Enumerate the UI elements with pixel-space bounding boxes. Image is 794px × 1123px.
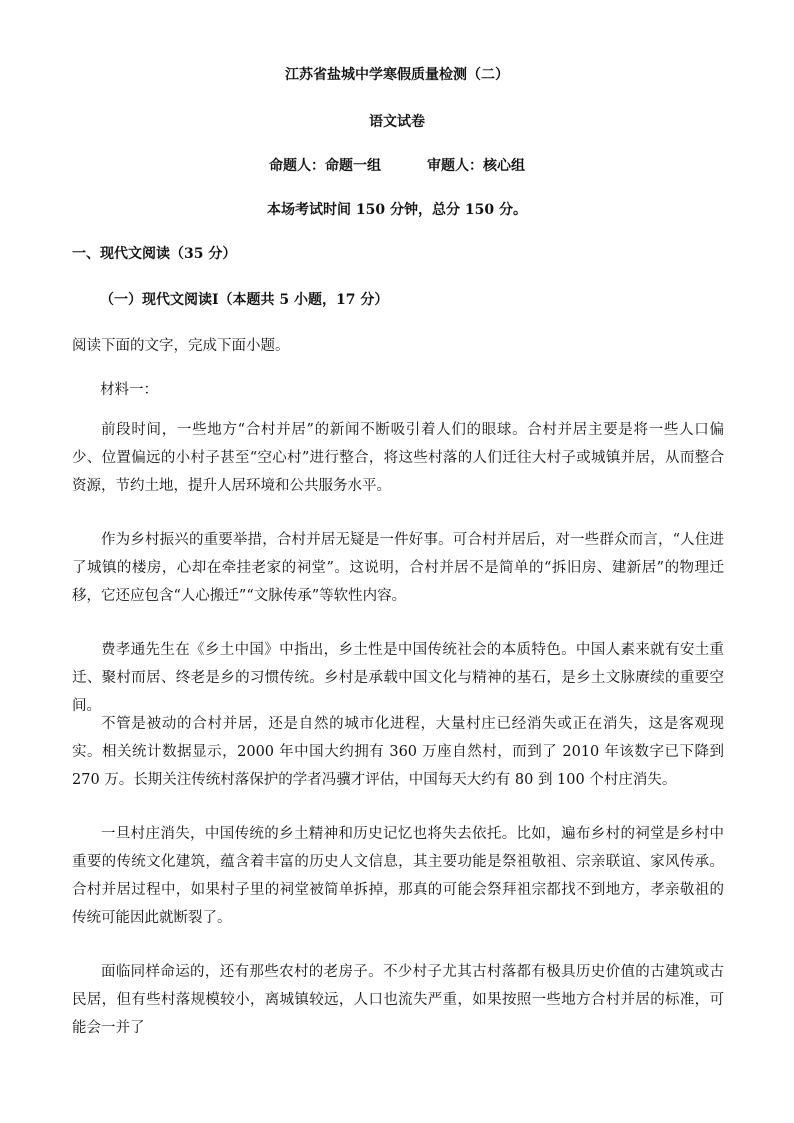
paragraph: 作为乡村振兴的重要举措，合村并居无疑是一件好事。可合村并居后，对一些群众而言，“人住进了城镇的楼房，心却在牵挂老家的祠堂”。这说明，合村并居不是简单的“拆旧房、建新居”的物理迁移，它还应包含“人心搬迁”“文脉传承”等软性内容。 (72, 532, 724, 604)
author-label: 命题人：命题一组 (269, 158, 381, 174)
exam-title: 江苏省盐城中学寒假质量检测（二） (285, 67, 509, 83)
paragraph: 面临同样命运的，还有那些农村的老房子。不少村子尤其古村落都有极具历史价值的古建筑或古民居，但有些村落规模较小，离城镇较远，人口也流失严重，如果按照一些地方合村并居的标准，可能会一并了 (72, 964, 724, 1036)
subject-title: 语文试卷 (369, 114, 425, 130)
instruction-text: 阅读下面的文字，完成下面小题。 (72, 338, 290, 354)
exam-info: 本场考试时间 150 分钟，总分 150 分。 (267, 202, 527, 218)
paragraph: 不管是被动的合村并居，还是自然的城市化进程，大量村庄已经消失或正在消失，这是客观现实。相关统计数据显示，2000 年中国大约拥有 360 万座自然村，而到了 2010 年该数字已下降到 270 万。长期关注传统村落保护的学者冯骥才评估，中国每天大约有 80 到 100 个村庄消失。 (72, 716, 724, 788)
paragraph: 一旦村庄消失，中国传统的乡土精神和历史记忆也将失去依托。比如，遍布乡村的祠堂是乡村中重要的传统文化建筑，蕴含着丰富的历史人文信息，其主要功能是祭祖敬祖、宗亲联谊、家风传承。合村并居过程中，如果村子里的祠堂被简单拆掉，那真的可能会祭拜祖宗都找不到地方，孝亲敬祖的传统可能因此就断裂了。 (72, 826, 724, 926)
reviewer-label: 审题人：核心组 (427, 158, 525, 174)
section-heading: 一、现代文阅读（35 分） (72, 246, 237, 262)
paragraph: 费孝通先生在《乡土中国》中指出，乡土性是中国传统社会的本质特色。中国人素来就有安土重迁、聚村而居、终老是乡的习惯传统。乡村是承载中国文化与精神的基石，是乡土文脉赓续的重要空间。 (72, 642, 724, 714)
paragraph: 前段时间，一些地方“合村并居”的新闻不断吸引着人们的眼球。合村并居主要是将一些人口偏少、位置偏远的小村子甚至“空心村”进行整合，将这些村落的人们迁往大村子或城镇并居，从而整合资源，节约土地，提升人居环境和公共服务水平。 (72, 422, 724, 494)
author-line (0, 155, 794, 175)
material-label: 材料一： (100, 382, 158, 398)
subsection-heading: （一）现代文阅读Ⅰ（本题共 5 小题，17 分） (100, 292, 389, 308)
